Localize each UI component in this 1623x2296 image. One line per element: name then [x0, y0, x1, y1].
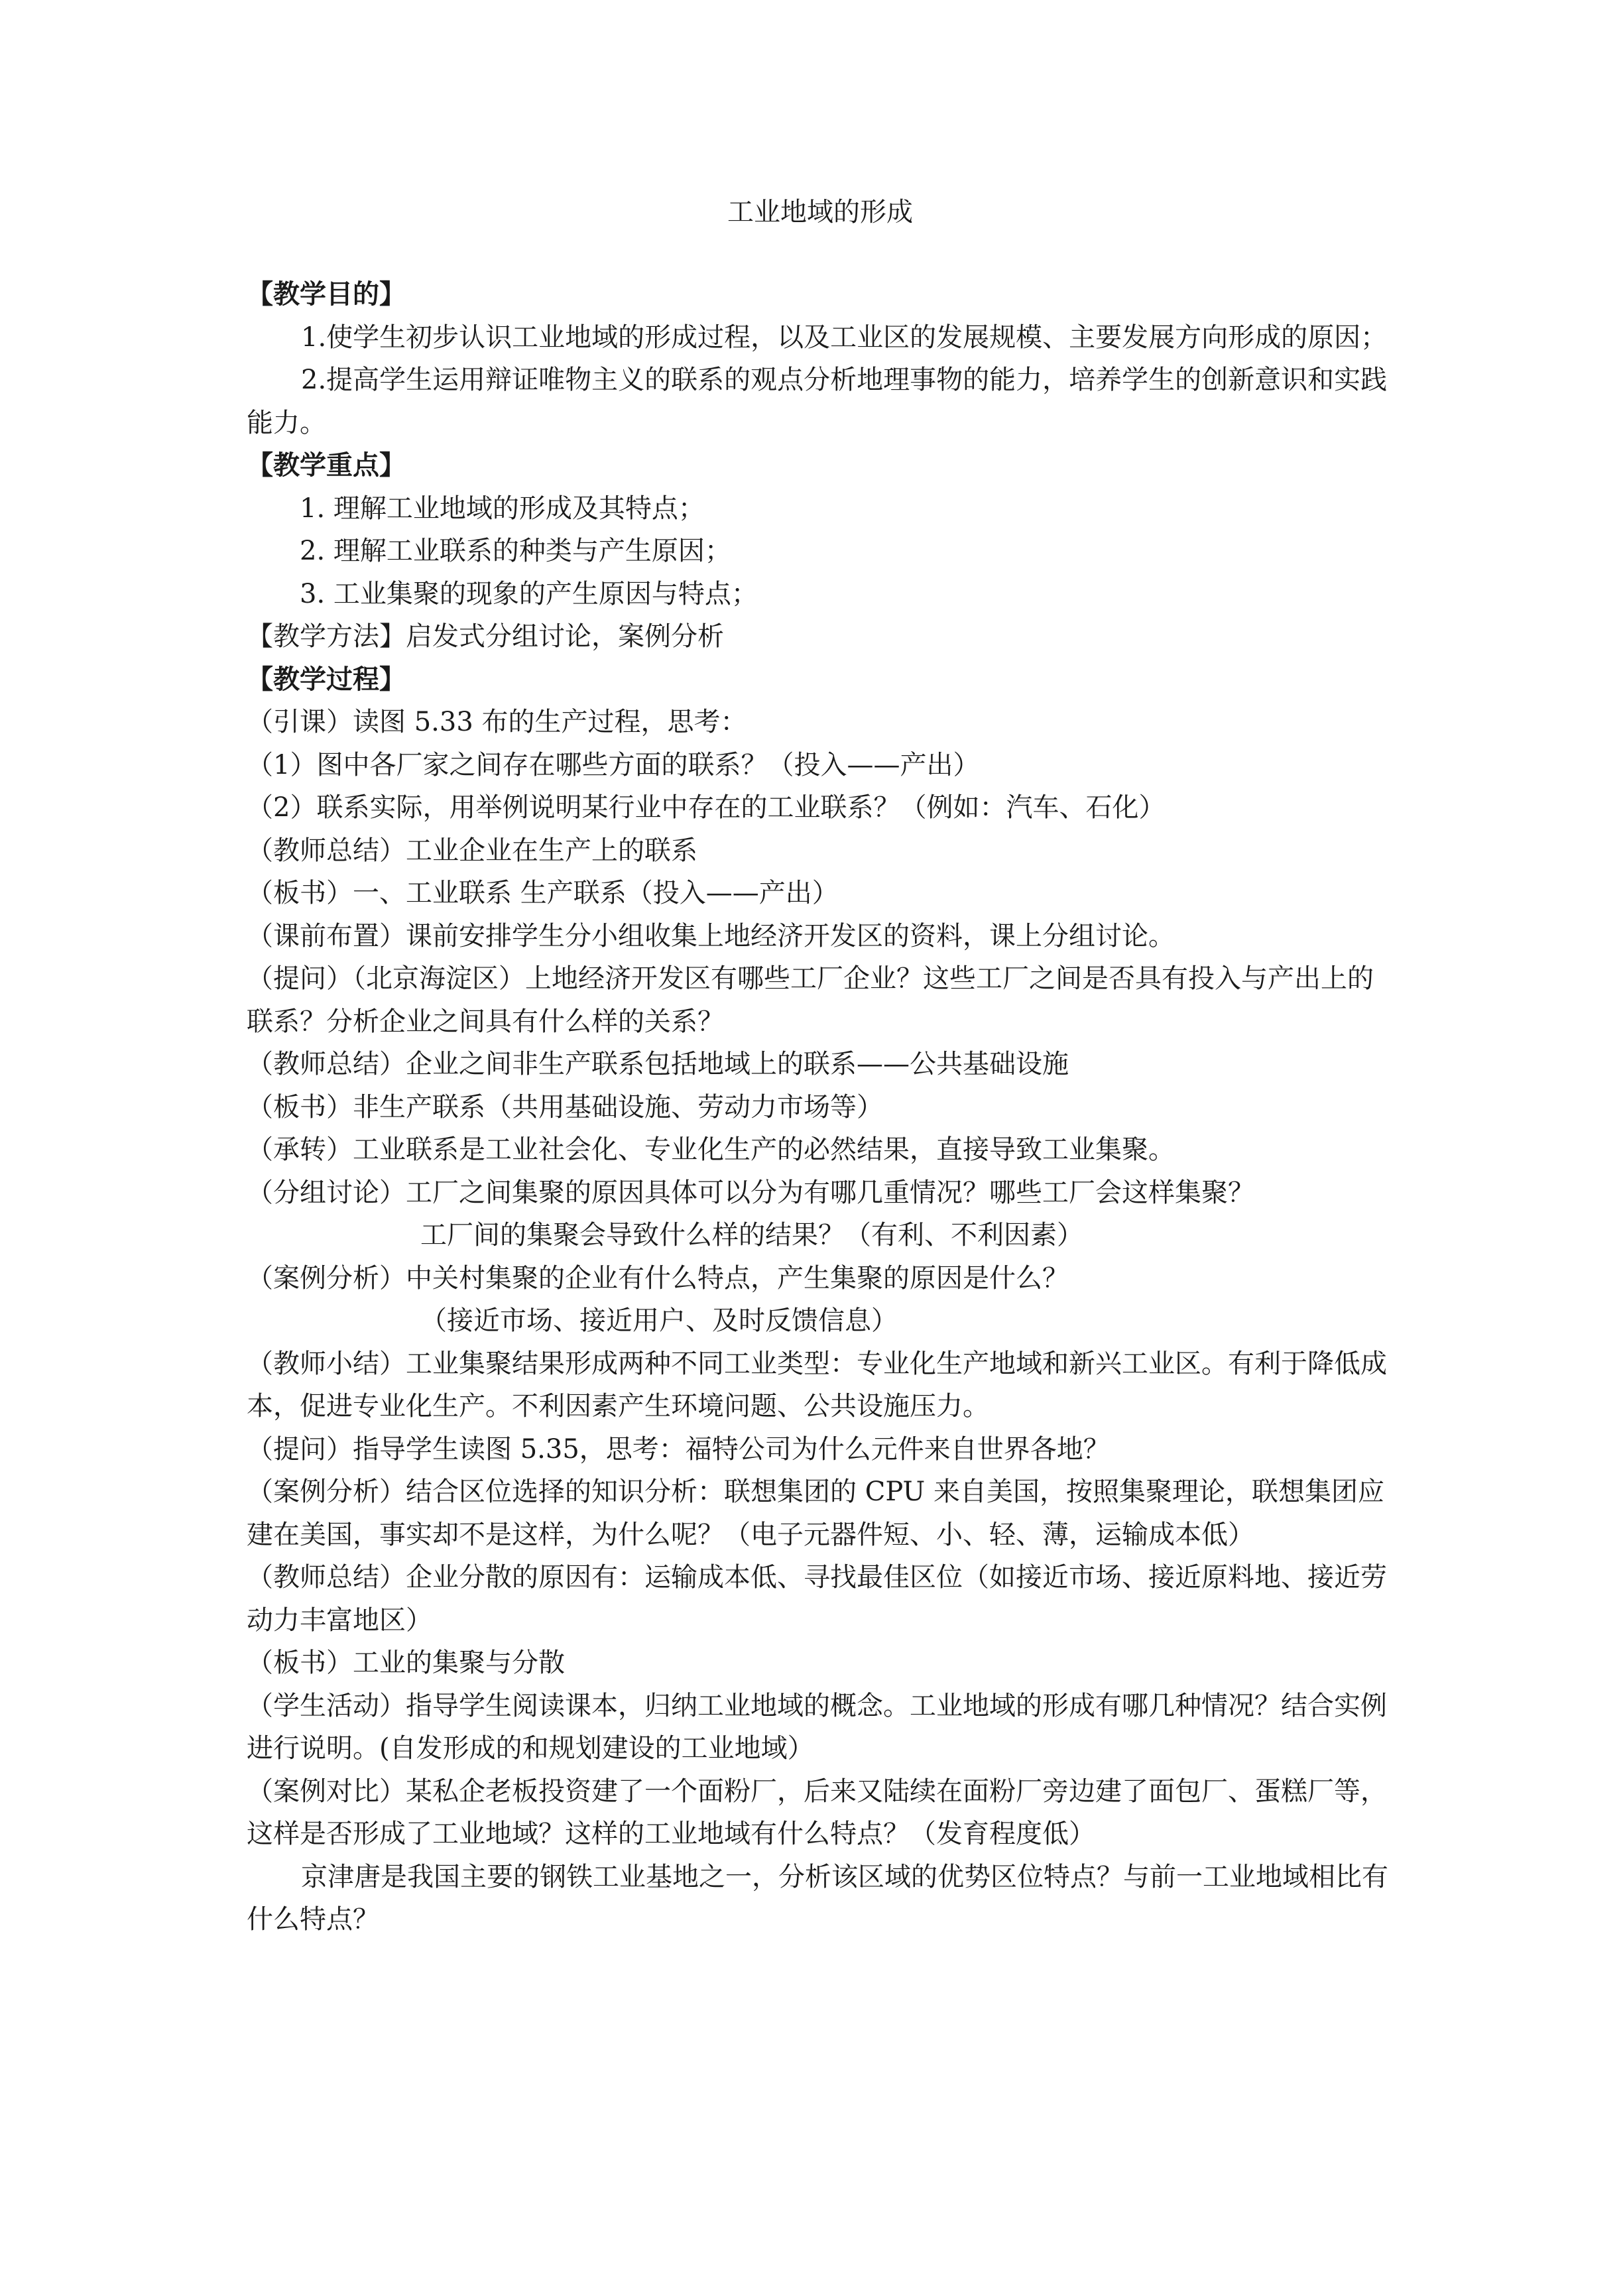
paragraph-line: （案例分析）中关村集聚的企业有什么特点，产生集聚的原因是什么？ [247, 1262, 1069, 1294]
paragraph-line: （承转）工业联系是工业社会化、专业化生产的必然结果，直接导致工业集聚。 [247, 1134, 1175, 1165]
paragraph-line: （学生活动）指导学生阅读课本，归纳工业地域的概念。工业地域的形成有哪几种情况？结合实例进行说明。(自发形成的和规划建设的工业地域） [247, 1690, 1387, 1764]
document-body [247, 273, 1394, 1941]
paragraph-line: （接近市场、接近用户、及时反馈信息） [420, 1305, 898, 1336]
paragraph-line: 京津唐是我国主要的钢铁工业基地之一，分析该区域的优势区位特点？与前一工业地域相比有什么特点？ [247, 1861, 1388, 1935]
paragraph-line: （教师总结）企业之间非生产联系包括地域上的联系——公共基础设施 [247, 1049, 1069, 1079]
paragraph-line: 2.提高学生运用辩证唯物主义的联系的观点分析地理事物的能力，培养学生的创新意识和实践能力。 [247, 365, 1388, 438]
paragraph-line: （课前布置）课前安排学生分小组收集上地经济开发区的资料，课上分组讨论。 [247, 920, 1175, 951]
paragraph-line: （案例分析）结合区位选择的知识分析：联想集团的 CPU 来自美国，按照集聚理论，联想集团应建在美国，事实却不是这样，为什么呢？（电子元器件短、小、轻、薄，运输成本低） [247, 1477, 1384, 1550]
paragraph-line: （2）联系实际，用举例说明某行业中存在的工业联系？（例如：汽车、石化） [247, 792, 1166, 823]
paragraph-line: 【教学目的】 [247, 278, 406, 310]
paragraph-line: （提问）指导学生读图 5.35，思考：福特公司为什么元件来自世界各地？ [247, 1433, 1110, 1465]
paragraph-line: 【教学方法】启发式分组讨论，案例分析 [247, 621, 724, 652]
paragraph-line: 2. 理解工业联系的种类与产生原因； [300, 536, 731, 566]
paragraph-line: （板书）一、工业联系 生产联系（投入——产出） [247, 878, 839, 908]
document-page [247, 192, 1394, 1941]
paragraph-line: 3. 工业集聚的现象的产生原因与特点； [300, 578, 758, 609]
paragraph-line: （1）图中各厂家之间存在哪些方面的联系？（投入——产出） [247, 749, 980, 780]
paragraph-line: （分组讨论）工厂之间集聚的原因具体可以分为有哪几重情况？哪些工厂会这样集聚？ [247, 1177, 1254, 1208]
paragraph-line: （板书）非生产联系（共用基础设施、劳动力市场等） [247, 1091, 883, 1122]
paragraph-line: （板书）工业的集聚与分散 [247, 1648, 565, 1678]
paragraph-line: 1.使学生初步认识工业地域的形成过程，以及工业区的发展规模、主要发展方向形成的原因； [301, 322, 1388, 353]
paragraph-line: （教师小结）工业集聚结果形成两种不同工业类型：专业化生产地域和新兴工业区。有利于降低成本，促进专业化生产。不利因素产生环境问题、公共设施压力。 [247, 1348, 1387, 1421]
paragraph-line: 【教学过程】 [247, 663, 406, 695]
paragraph-line: （教师总结）企业分散的原因有：运输成本低、寻找最佳区位（如接近市场、接近原料地、接近劳动力丰富地区） [247, 1562, 1387, 1636]
paragraph-line: 工厂间的集聚会导致什么样的结果？（有利、不利因素） [420, 1220, 1083, 1250]
paragraph-line: （引课）读图 5.33 布的生产过程，思考： [247, 707, 747, 737]
document-title: 工业地域的形成 [727, 197, 913, 227]
paragraph-line: （提问）（北京海淀区）上地经济开发区有哪些工厂企业？这些工厂之间是否具有投入与产出上的联系？分析企业之间具有什么样的关系？ [247, 963, 1374, 1037]
paragraph-line: 1. 理解工业地域的形成及其特点； [300, 493, 705, 524]
paragraph-line: （教师总结）工业企业在生产上的联系 [247, 835, 697, 866]
paragraph-line: （案例对比）某私企老板投资建了一个面粉厂，后来又陆续在面粉厂旁边建了面包厂、蛋糕厂等，这样是否形成了工业地域？这样的工业地域有什么特点？（发育程度低） [247, 1776, 1387, 1849]
paragraph-line: 【教学重点】 [247, 450, 406, 481]
